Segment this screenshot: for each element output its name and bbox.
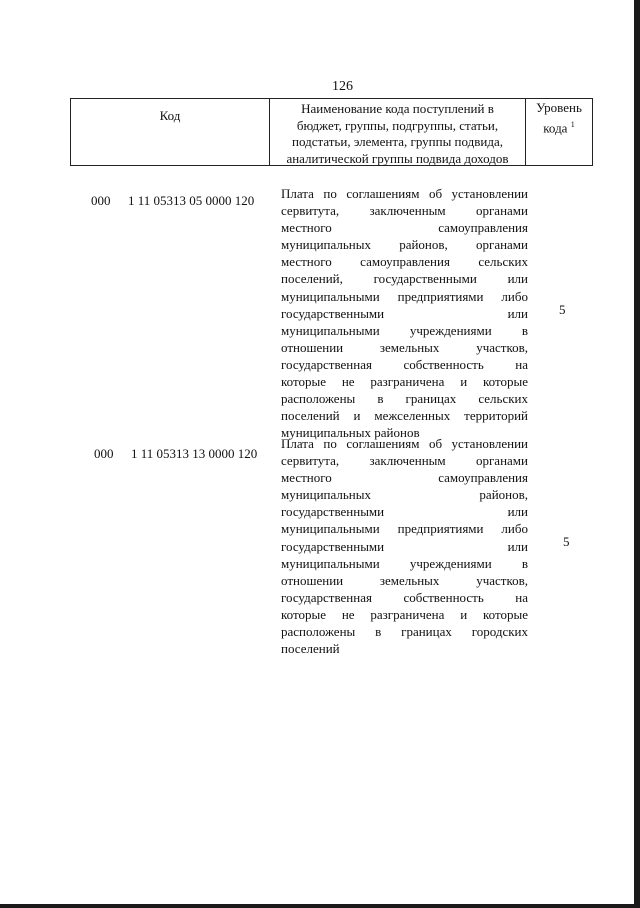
row-budget-code: 1 11 05313 13 0000 120 xyxy=(131,446,258,461)
row-name-line: муниципальных районов, органами xyxy=(281,237,528,253)
header-level-line: Уровень xyxy=(536,100,582,115)
row-admin-code: 000 xyxy=(94,446,114,461)
row-name-line: государственная собственность на xyxy=(281,356,528,372)
header-level-line: кода $^1$ xyxy=(543,119,575,135)
row-name-line: сервитута, заключенным органами xyxy=(281,453,528,469)
row-name-line: местного самоуправления xyxy=(281,470,528,486)
row-name-line: муниципальными предприятиями либо xyxy=(281,288,528,304)
row-name-line: расположены в границах сельских xyxy=(281,391,528,407)
row-name-line: муниципальными учреждениями в xyxy=(281,555,528,571)
row-admin-code: 000 xyxy=(91,193,111,208)
row-name-line: государственными или xyxy=(281,538,528,554)
row-name-line: местного самоуправления сельских xyxy=(281,254,528,270)
row-name-line: отношении земельных участков, xyxy=(281,339,528,355)
row-name-line: государственная собственность на xyxy=(281,589,528,605)
row-name-line: муниципальными предприятиями либо xyxy=(281,521,528,537)
row-name-line: Плата по соглашениям об установлении xyxy=(281,436,528,451)
row-name-line: поселений и межселенных территорий xyxy=(281,408,528,424)
row-name-line: которые не разграничена и которые xyxy=(281,606,528,622)
row-name-line: расположены в границах городских xyxy=(281,624,528,640)
header-code-cell xyxy=(70,99,270,165)
scan-edge-bottom xyxy=(0,904,640,908)
header-name-line: подстатьи, элемента, группы подвида, xyxy=(292,134,503,149)
header-level-cell xyxy=(526,99,593,165)
header-name-line: бюджет, группы, подгруппы, статьи, xyxy=(296,117,499,133)
row-name-line: муниципальных районов, xyxy=(281,487,528,503)
row-name-line: муниципальных районов xyxy=(281,425,420,441)
table-header xyxy=(70,98,593,166)
row-name-line: поселений xyxy=(281,641,340,657)
row-name-line: которые не разграничена и которые xyxy=(281,374,528,390)
row-name-line: государственными или xyxy=(281,305,528,321)
header-name-cell xyxy=(270,99,526,165)
row-name-line: поселений, государственными или xyxy=(281,271,528,287)
header-name-line: Наименование кода поступлений в xyxy=(301,101,494,116)
scan-edge-right xyxy=(634,0,640,908)
row-name-line: государственными или xyxy=(281,504,528,520)
row-name xyxy=(281,185,528,441)
row-name-line: отношении земельных участков, xyxy=(281,572,528,588)
row-level: 5 xyxy=(559,302,566,317)
row-name-line: муниципальными учреждениями в xyxy=(281,322,528,338)
page-number: 126 xyxy=(332,79,353,94)
footnote-marker: 1 xyxy=(570,119,575,129)
row-name xyxy=(281,435,528,657)
header-code-label: Код xyxy=(159,108,181,123)
row-budget-code: 1 11 05313 05 0000 120 xyxy=(128,193,255,208)
row-name-line: местного самоуправления xyxy=(281,220,528,236)
header-name-line: аналитической группы подвида доходов xyxy=(286,150,509,166)
row-level: 5 xyxy=(563,534,570,549)
row-name-line: Плата по соглашениям об установлении xyxy=(281,186,528,201)
row-name-line: сервитута, заключенным органами xyxy=(281,203,528,219)
